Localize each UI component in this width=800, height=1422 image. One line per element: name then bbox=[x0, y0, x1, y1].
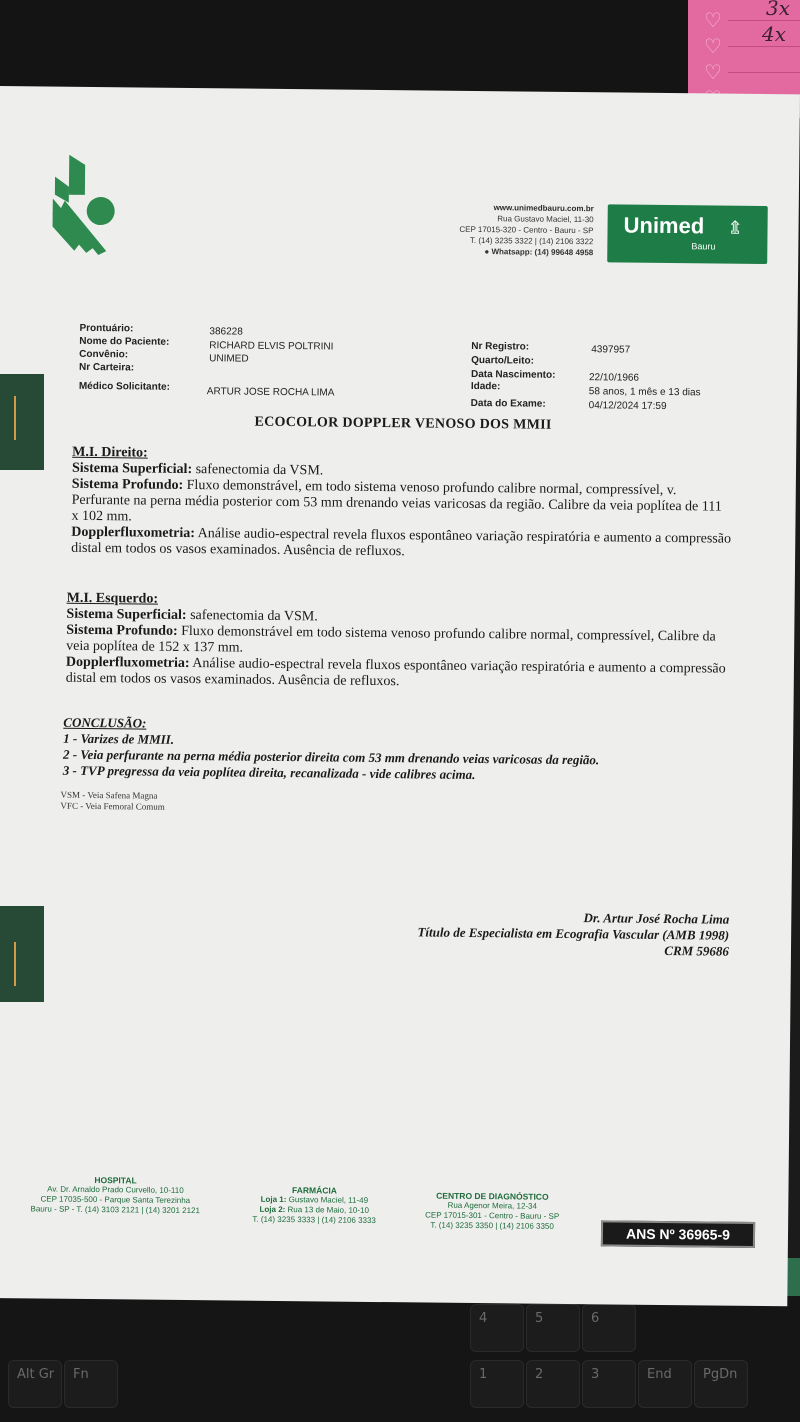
doctor-crm: CRM 59686 bbox=[664, 943, 730, 959]
doctor-signature bbox=[417, 908, 729, 959]
profundo-text: Fluxo demonstrável, em todo sistema venoso profundo calibre normal, compressível, v. Perfurante na perna média posterior com 53 mm drenando veias varicosas da região. Calibre da veia poplítea de 111 x 102 mm. bbox=[71, 477, 722, 525]
conclusion-item: 2 - Veia perfurante na perna média posterior direita com 53 mm drenando veias varicosas da região. bbox=[62, 746, 600, 768]
whatsapp-text: Whatsapp: (14) 99648 4958 bbox=[491, 247, 594, 258]
doctor-title: Título de Especialista em Ecografia Vascular (AMB 1998) bbox=[417, 924, 730, 943]
keyboard bbox=[0, 1296, 800, 1422]
keyboard-key: 3 bbox=[582, 1360, 636, 1408]
keyboard-key: End bbox=[638, 1360, 692, 1408]
background-dark-surface bbox=[0, 0, 800, 95]
heart-doodle-icon: ♡ bbox=[704, 8, 722, 32]
handwritten-note: 3x bbox=[766, 0, 791, 20]
doppler-text: Análise audio-espectral revela fluxos espontâneo variação respiratória e aumento a compressão distal em todos os vasos examinados. Ausência de refluxos. bbox=[65, 656, 726, 690]
left-leg-heading: M.I. Esquerdo: bbox=[66, 590, 159, 607]
footer-diagnostico-title: CENTRO DE DIAGNÓSTICO bbox=[436, 1190, 549, 1202]
footer-line: CEP 17015-301 - Centro - Bauru - SP bbox=[425, 1210, 560, 1221]
footer-line: T. (14) 3235 3333 | (14) 2106 3333 bbox=[252, 1214, 376, 1225]
right-leg-heading: M.I. Direito: bbox=[72, 444, 148, 461]
keyboard-key: Alt Gr bbox=[8, 1360, 62, 1408]
profundo-label: Sistema Profundo: bbox=[66, 622, 178, 639]
brand-city: Bauru bbox=[691, 241, 716, 252]
left-leg-section bbox=[66, 591, 727, 694]
profundo-text: Fluxo demonstrável em todo sistema venoso profundo calibre normal, compressível, Calibre da veia poplítea de 152 x 137 mm. bbox=[66, 623, 716, 656]
exame-date-value: 04/12/2024 17:59 bbox=[588, 400, 667, 412]
abbreviations bbox=[60, 790, 165, 813]
whatsapp-icon: ● bbox=[484, 247, 490, 257]
heart-doodle-icon: ♡ bbox=[704, 60, 722, 84]
contact-info bbox=[459, 202, 594, 258]
binder-tab bbox=[0, 374, 44, 470]
keyboard-key: 4 bbox=[470, 1304, 524, 1352]
registro-value: 4397957 bbox=[591, 344, 631, 356]
registro-label: Nr Registro: bbox=[471, 340, 530, 353]
conclusion-heading: CONCLUSÃO: bbox=[63, 714, 147, 731]
footer-hospital-title: HOSPITAL bbox=[94, 1175, 137, 1186]
quarto-label: Quarto/Leito: bbox=[471, 354, 534, 367]
footer-line: CEP 17035-500 - Parque Santa Terezinha bbox=[40, 1194, 191, 1206]
medico-label: Médico Solicitante: bbox=[78, 380, 171, 393]
conclusion-item: 1 - Varizes de MMII. bbox=[63, 730, 175, 747]
report-title: ECOCOLOR DOPPLER VENOSO DOS MMII bbox=[254, 414, 552, 433]
hospital-logo bbox=[50, 155, 121, 256]
keyboard-key: Fn bbox=[64, 1360, 118, 1408]
patient-name-value: RICHARD ELVIS POLTRINI bbox=[209, 340, 334, 353]
heart-doodle-icon: ♡ bbox=[704, 34, 722, 58]
superficial-text: safenectomia da VSM. bbox=[186, 607, 318, 625]
cep-text: CEP 17015-320 - Centro - Bauru - SP bbox=[459, 224, 594, 236]
doppler-label: Dopplerfluxometria: bbox=[65, 654, 190, 672]
loja1-address: Gustavo Maciel, 11-49 bbox=[286, 1195, 369, 1205]
footer-farmacia-title: FARMÁCIA bbox=[291, 1185, 337, 1196]
convenio-label: Convênio: bbox=[79, 348, 129, 361]
exame-date-label: Data do Exame: bbox=[470, 397, 546, 410]
prontuario-label: Prontuário: bbox=[79, 322, 134, 335]
phone-text: T. (14) 3235 3322 | (14) 2106 3322 bbox=[469, 235, 594, 247]
prontuario-value: 386228 bbox=[209, 326, 243, 338]
keyboard-key: 5 bbox=[526, 1304, 580, 1352]
website-link: www.unimedbauru.com.br bbox=[493, 203, 594, 214]
keyboard-key: PgDn bbox=[694, 1360, 748, 1408]
footer-line: T. (14) 3235 3350 | (14) 2106 3350 bbox=[430, 1220, 554, 1231]
carteira-label: Nr Carteira: bbox=[79, 361, 135, 374]
brand-name: Unimed bbox=[623, 212, 705, 239]
unimed-tree-icon: ⇭ bbox=[727, 217, 743, 239]
conclusion-section bbox=[63, 715, 744, 786]
keyboard-key: 2 bbox=[526, 1360, 580, 1408]
right-leg-section bbox=[71, 445, 732, 564]
handwritten-note: 4x bbox=[762, 22, 787, 46]
ans-registration-badge: ANS Nº 36965-9 bbox=[601, 1220, 755, 1248]
patient-name-label: Nome do Paciente: bbox=[79, 335, 170, 348]
footer-diagnostico bbox=[404, 1190, 580, 1232]
doppler-label: Dopplerfluxometria: bbox=[71, 524, 196, 542]
abbreviation-item: VFC - Veia Femoral Comum bbox=[60, 800, 165, 812]
medico-value: ARTUR JOSE ROCHA LIMA bbox=[206, 386, 335, 399]
medical-report-paper bbox=[0, 86, 800, 1306]
idade-value: 58 anos, 1 mês e 13 dias bbox=[588, 386, 701, 399]
nascimento-value: 22/10/1966 bbox=[588, 372, 640, 384]
doppler-text: Análise audio-espectral revela fluxos espontâneo variação respiratória e aumento a compressão distal em todos os vasos examinados. Ausência de refluxos. bbox=[71, 526, 732, 560]
keyboard-key: 6 bbox=[582, 1304, 636, 1352]
loja2-label: Loja 2: bbox=[259, 1204, 286, 1215]
nascimento-label: Data Nascimento: bbox=[470, 368, 556, 381]
idade-label: Idade: bbox=[470, 380, 501, 393]
loja1-label: Loja 1: bbox=[260, 1194, 287, 1205]
unimed-brand-logo bbox=[607, 204, 768, 264]
abbreviation-item: VSM - Veia Safena Magna bbox=[60, 789, 158, 801]
doctor-name: Dr. Artur José Rocha Lima bbox=[583, 910, 730, 927]
profundo-label: Sistema Profundo: bbox=[71, 476, 184, 493]
keyboard-key: 1 bbox=[470, 1360, 524, 1408]
footer-line: Bauru - SP - T. (14) 3103 2121 | (14) 3201 2121 bbox=[30, 1204, 200, 1216]
footer-line: Rua Agenor Meira, 12-34 bbox=[447, 1200, 538, 1211]
superficial-text: safenectomia da VSM. bbox=[192, 462, 324, 479]
conclusion-item: 3 - TVP pregressa da veia poplítea direita, recanalizada - vide calibres acima. bbox=[62, 762, 476, 783]
footer-farmacia bbox=[236, 1185, 392, 1227]
loja2-address: Rua 13 de Maio, 10-10 bbox=[285, 1205, 369, 1215]
superficial-label: Sistema Superficial: bbox=[66, 606, 187, 623]
address-text: Rua Gustavo Maciel, 11-30 bbox=[497, 214, 594, 225]
footer-hospital bbox=[10, 1174, 220, 1216]
binder-tab bbox=[0, 906, 44, 1002]
superficial-label: Sistema Superficial: bbox=[71, 460, 193, 478]
convenio-value: UNIMED bbox=[209, 353, 249, 365]
footer-line: Av. Dr. Arnaldo Prado Curvello, 10-110 bbox=[47, 1184, 184, 1195]
